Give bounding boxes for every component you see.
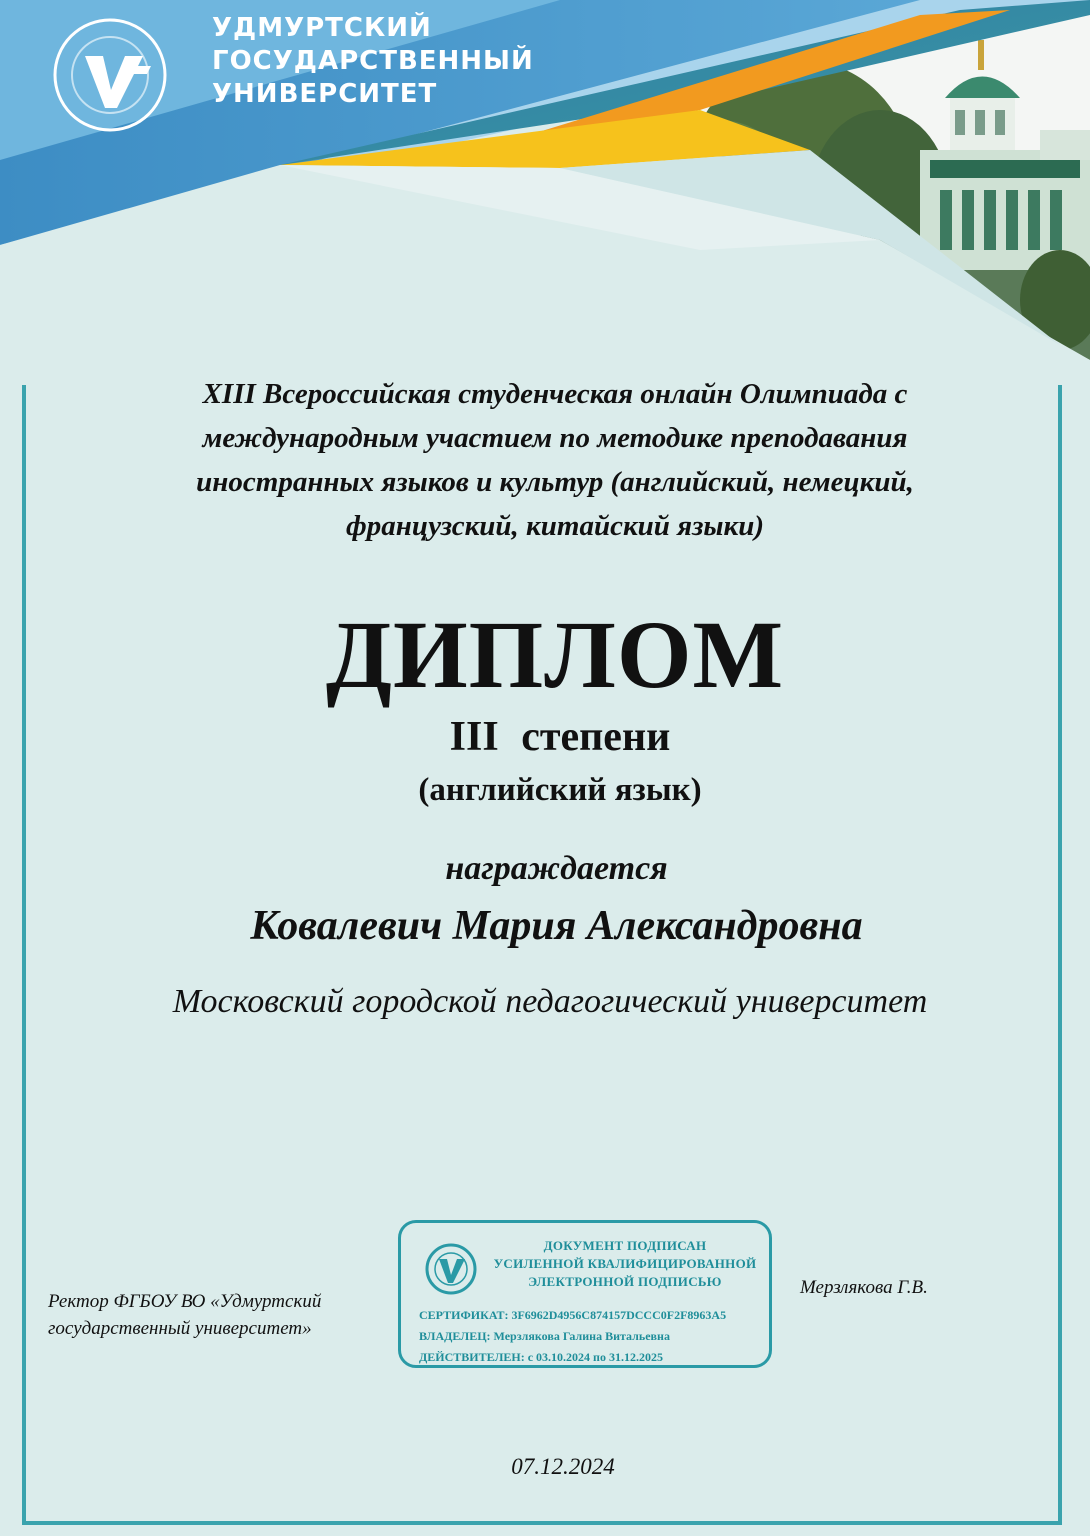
signer-name: Мерзлякова Г.В. bbox=[800, 1277, 928, 1298]
stamp-heading bbox=[487, 1237, 763, 1291]
recipient-institution: Московский городской педагогический университет bbox=[172, 983, 928, 1020]
stamp-heading-line: ЭЛЕКТРОННОЙ ПОДПИСЬЮ bbox=[528, 1274, 722, 1289]
university-name bbox=[212, 12, 534, 111]
stamp-heading-line: УСИЛЕННОЙ КВАЛИФИЦИРОВАННОЙ bbox=[493, 1256, 757, 1271]
stamp-heading-line: ДОКУМЕНТ ПОДПИСАН bbox=[543, 1238, 707, 1253]
stamp-validity: ДЕЙСТВИТЕЛЕН: с 03.10.2024 по 31.12.2025 bbox=[419, 1350, 663, 1364]
e-signature-stamp bbox=[398, 1220, 772, 1368]
university-name-line: ГОСУДАРСТВЕННЫЙ bbox=[212, 46, 534, 76]
stamp-certificate: СЕРТИФИКАТ: 3F6962D4956C874157DCCC0F2F8963A5 bbox=[419, 1308, 727, 1322]
stamp-details bbox=[419, 1305, 726, 1368]
stamp-owner: ВЛАДЕЛЕЦ: Мерзлякова Галина Витальевна bbox=[419, 1329, 670, 1343]
olympiad-title: XIII Всероссийская студенческая онлайн Олимпиада с международным участием по методике преподавания иностранных языков и культур (английский, немецкий, французский, китайский языки) bbox=[196, 378, 914, 542]
university-name-line: УНИВЕРСИТЕТ bbox=[212, 79, 438, 109]
rector-title-line: Ректор ФГБОУ ВО «Удмуртский bbox=[48, 1291, 322, 1312]
usu-logo-icon bbox=[33, 8, 188, 143]
diploma-title: ДИПЛОМ bbox=[325, 601, 785, 708]
recipient-name: Ковалевич Мария Александровна bbox=[250, 903, 863, 949]
university-name-line: УДМУРТСКИЙ bbox=[212, 13, 432, 43]
issue-date: 07.12.2024 bbox=[511, 1454, 615, 1479]
rector-title-line: государственный университет» bbox=[48, 1318, 312, 1339]
awarded-label: награждается bbox=[445, 850, 668, 887]
rector-title bbox=[48, 1288, 321, 1342]
diploma-language: (английский язык) bbox=[418, 772, 702, 808]
diploma-degree: III степени bbox=[449, 714, 671, 760]
stamp-logo-icon bbox=[415, 1231, 487, 1303]
